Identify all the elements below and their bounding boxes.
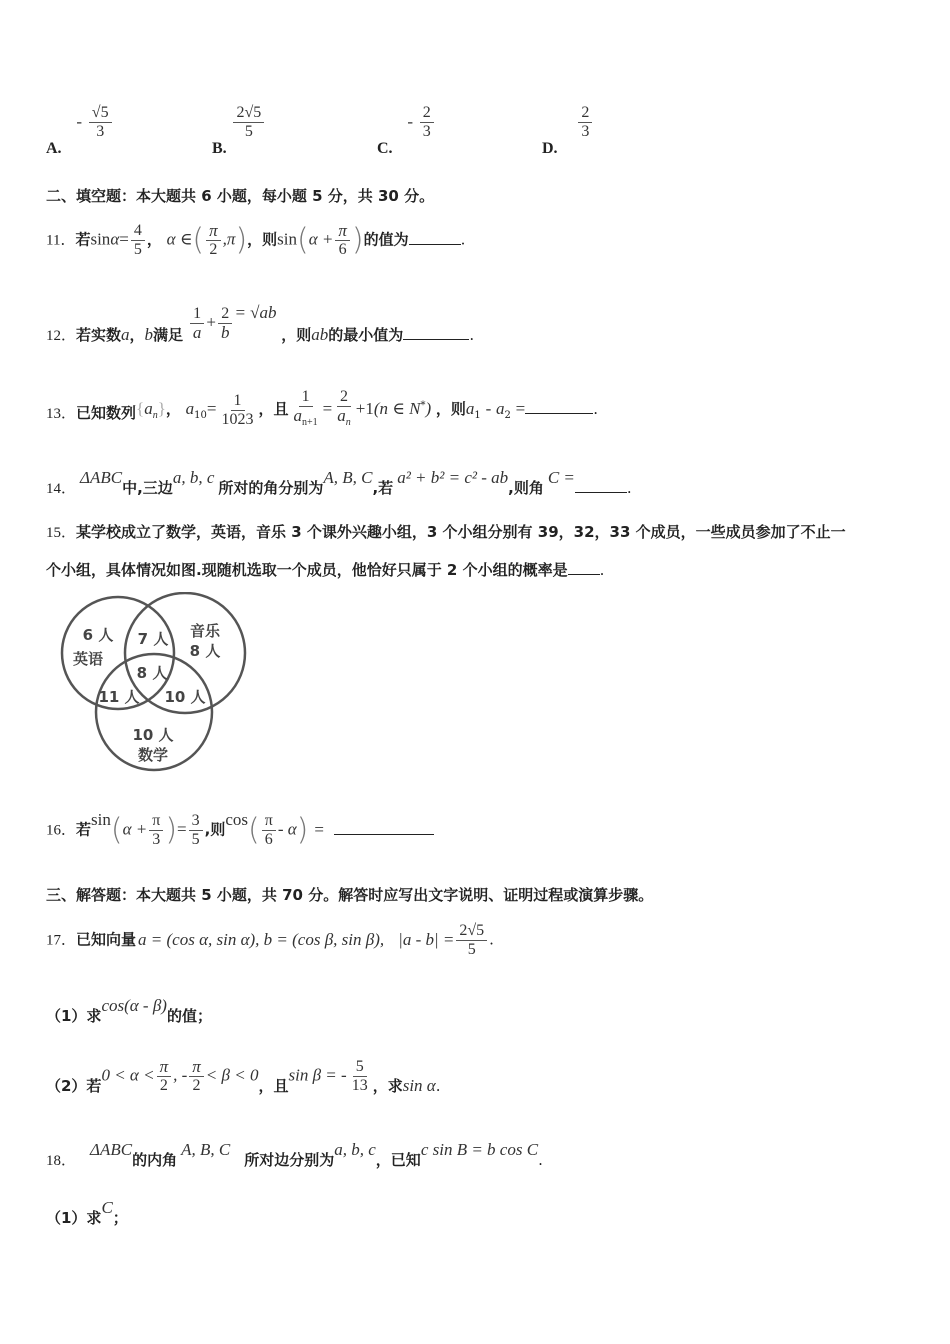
fraction bbox=[218, 305, 233, 342]
denominator: 5 bbox=[133, 241, 142, 258]
math-a: a bbox=[185, 399, 195, 419]
question-number: 11． bbox=[46, 232, 76, 249]
math-expr: = √ab bbox=[234, 302, 277, 322]
text: ,则角 bbox=[508, 479, 544, 497]
denominator: 2 bbox=[159, 1077, 168, 1094]
text: 个小组，具体情况如图.现随机选取一个成员，他恰好只属于 2 个小组的概率是 bbox=[46, 561, 568, 579]
denominator: 3 bbox=[422, 123, 431, 140]
fraction bbox=[291, 388, 321, 432]
numerator: 1 bbox=[231, 392, 245, 411]
numerator: 1 bbox=[190, 305, 204, 324]
numerator: 2 bbox=[420, 104, 434, 123]
math-sin: sin bbox=[90, 229, 111, 249]
subscript: n bbox=[152, 410, 158, 422]
text: . bbox=[626, 479, 632, 497]
denominator: 6 bbox=[264, 831, 273, 848]
option-a bbox=[46, 104, 114, 157]
text: （1）求 bbox=[46, 1007, 102, 1025]
numerator: 2√5 bbox=[456, 922, 487, 941]
math-minus: - bbox=[485, 399, 492, 419]
numerator: π bbox=[335, 222, 350, 241]
math-expr: sin β = - bbox=[288, 1065, 347, 1085]
fraction bbox=[349, 1058, 371, 1095]
text: 中,三边 bbox=[122, 479, 173, 497]
answer-blank[interactable] bbox=[568, 560, 600, 575]
paren: ) bbox=[165, 812, 178, 848]
math-expr: 0 < α < bbox=[101, 1065, 155, 1085]
numerator: 1 bbox=[299, 388, 313, 407]
music-math-count: 10 人 bbox=[164, 688, 206, 706]
numerator: 2 bbox=[578, 104, 592, 123]
question-number: 15． bbox=[46, 525, 77, 541]
text: 的最小值为 bbox=[328, 325, 404, 344]
text: ，则 bbox=[435, 400, 466, 419]
fraction bbox=[456, 922, 487, 959]
text: ，且 bbox=[258, 400, 289, 419]
math-a: a bbox=[121, 324, 130, 344]
math-expr: , - bbox=[173, 1065, 188, 1085]
math-eq: = bbox=[119, 229, 129, 249]
option-fraction bbox=[578, 104, 592, 141]
text: （1）求 bbox=[46, 1209, 102, 1227]
math-a: a bbox=[465, 399, 475, 419]
text: . bbox=[538, 1151, 543, 1169]
math-expr: - α bbox=[277, 819, 297, 839]
question-number: 13． bbox=[46, 406, 77, 423]
question-number: 16． bbox=[46, 822, 77, 839]
numerator: 2 bbox=[218, 305, 232, 324]
question-18-part-1 bbox=[46, 1198, 128, 1227]
math-norm: |a - b| = bbox=[398, 929, 455, 949]
fraction bbox=[189, 812, 203, 849]
option-c bbox=[377, 104, 436, 157]
question-16 bbox=[46, 809, 434, 849]
text: （2）若 bbox=[46, 1076, 102, 1095]
text: ，则 bbox=[281, 325, 312, 344]
math-expr: α + bbox=[122, 819, 148, 839]
denominator: 5 bbox=[191, 831, 200, 848]
text: 某学校成立了数学，英语，音乐 3 个课外兴趣小组，3 个小组分别有 39，32，33 个成员，一些成员参加了不止一 bbox=[76, 523, 846, 541]
math-only-count: 10 人 bbox=[132, 726, 174, 744]
paren: ) bbox=[351, 222, 364, 258]
math-ab: ab bbox=[311, 324, 329, 344]
question-number: 12． bbox=[46, 327, 77, 344]
math-sin: sin bbox=[91, 809, 111, 829]
eng-math-count: 11 人 bbox=[98, 688, 140, 706]
text: ,则 bbox=[204, 820, 226, 839]
answer-blank[interactable] bbox=[409, 230, 461, 245]
option-label: C. bbox=[377, 139, 393, 157]
question-number: 17． bbox=[46, 932, 77, 949]
numerator: 5 bbox=[353, 1058, 367, 1077]
subscript: 1 bbox=[474, 410, 481, 422]
option-sign: - bbox=[76, 111, 83, 131]
option-fraction bbox=[89, 104, 112, 141]
text: ， bbox=[146, 230, 162, 249]
text: ， bbox=[129, 325, 145, 344]
text: 的值为 bbox=[363, 230, 409, 249]
numerator: 2√5 bbox=[233, 104, 264, 123]
math-expr: A, B, C bbox=[181, 1140, 231, 1159]
fraction bbox=[206, 222, 221, 259]
music-only-count: 8 人 bbox=[189, 642, 221, 660]
option-fraction bbox=[233, 104, 264, 141]
denominator: 6 bbox=[338, 241, 347, 258]
denominator: 2 bbox=[192, 1077, 201, 1094]
math-label: 数学 bbox=[137, 746, 169, 764]
option-label: A. bbox=[46, 139, 62, 157]
venn-diagram bbox=[55, 592, 250, 777]
subscript: 10 bbox=[194, 410, 207, 422]
question-17-part-1 bbox=[46, 996, 212, 1025]
math-expr: ) bbox=[425, 399, 432, 419]
english-label: 英语 bbox=[72, 650, 104, 668]
numerator: √5 bbox=[89, 104, 112, 123]
question-14 bbox=[46, 468, 632, 497]
denominator: 1023 bbox=[221, 410, 254, 428]
eng-music-count: 7 人 bbox=[137, 630, 169, 648]
denominator: 3 bbox=[96, 123, 105, 140]
text: 已知向量 bbox=[76, 930, 137, 949]
paren: ) bbox=[296, 812, 309, 848]
text: ， bbox=[165, 400, 181, 419]
question-12: 12．若实数a，b满足 $\frac{1}{a}$ + $\frac{2}{b}$ = √ab ，则ab的最小值为 . bbox=[46, 302, 475, 344]
question-17-part-2 bbox=[46, 1058, 441, 1095]
text: . bbox=[435, 1076, 441, 1095]
paren: ( bbox=[248, 812, 260, 848]
math-b: b bbox=[144, 324, 154, 344]
fraction bbox=[131, 222, 145, 259]
option-label: B. bbox=[212, 139, 227, 157]
math-expr: C = bbox=[547, 468, 575, 487]
denominator: b bbox=[220, 323, 230, 342]
brace: { bbox=[136, 399, 145, 419]
text: ，且 bbox=[258, 1076, 289, 1095]
fraction bbox=[219, 392, 257, 429]
brace: } bbox=[157, 399, 166, 419]
subscript: n+1 bbox=[302, 417, 318, 429]
numerator: π bbox=[157, 1058, 172, 1077]
text: 若实数 bbox=[76, 325, 122, 344]
option-b bbox=[212, 104, 266, 157]
question-number: 18． bbox=[46, 1153, 77, 1169]
math-eq: = bbox=[206, 399, 217, 419]
fraction bbox=[335, 222, 350, 259]
denominator: 5 bbox=[244, 123, 253, 140]
music-label: 音乐 bbox=[189, 622, 221, 640]
text: 的值； bbox=[166, 1007, 212, 1025]
text: 所对边分别为 bbox=[244, 1151, 335, 1169]
paren: ( bbox=[297, 222, 309, 258]
text: . bbox=[489, 930, 494, 949]
math-alpha: α bbox=[110, 229, 120, 249]
math-expr: C bbox=[101, 1198, 113, 1217]
fraction bbox=[157, 1058, 172, 1095]
option-label: D. bbox=[542, 139, 558, 157]
math-triangle: ΔABC bbox=[80, 468, 123, 487]
text: ； bbox=[112, 1209, 128, 1227]
fraction bbox=[149, 812, 163, 849]
math-expr: < β < 0 bbox=[205, 1065, 259, 1085]
fraction bbox=[262, 812, 276, 849]
subscript: n bbox=[345, 417, 351, 429]
section-3-title: 三、解答题：本大题共 5 小题，共 70 分。解答时应写出文字说明、证明过程或演算步骤。 bbox=[46, 886, 654, 904]
option-fraction bbox=[420, 104, 434, 141]
math-a: a bbox=[144, 399, 153, 419]
denominator: 13 bbox=[351, 1077, 368, 1094]
answer-blank[interactable] bbox=[334, 820, 434, 835]
text: 满足 bbox=[153, 325, 184, 344]
denominator: a bbox=[192, 323, 202, 342]
english-only-count: 6 人 bbox=[82, 626, 114, 644]
math-expr: A, B, C bbox=[323, 468, 373, 487]
math-vectors: a = (cos α, sin α), b = (cos β, sin β), bbox=[138, 929, 385, 949]
numerator: 3 bbox=[189, 812, 203, 831]
paren: ) bbox=[235, 222, 248, 258]
math-eq: = bbox=[314, 819, 324, 839]
denominator bbox=[334, 407, 354, 432]
denominator bbox=[291, 407, 321, 432]
question-11: 11．若sinα= $\frac{4}{5}$ ， α ∈( $\frac{\pi}{2}$ ,π)，则sin(α + $\frac{\pi}{6}$ )的值为 . bbox=[46, 221, 466, 258]
math-a: a bbox=[496, 399, 505, 419]
question-number: 14． bbox=[46, 481, 77, 497]
fraction bbox=[334, 388, 354, 432]
center-count: 8 人 bbox=[136, 664, 168, 682]
question-17 bbox=[46, 922, 494, 959]
superscript: * bbox=[420, 400, 426, 412]
answer-blank[interactable] bbox=[525, 399, 593, 414]
denominator: 5 bbox=[467, 941, 476, 958]
math-expr: ,π bbox=[222, 229, 236, 249]
math-expr: c sin B = b cos C bbox=[420, 1140, 539, 1159]
numerator: 4 bbox=[131, 222, 145, 241]
math-expr: (n ∈ N bbox=[373, 399, 421, 419]
question-13: 13．已知数列$\{a_n\}$， $a_{10}=$ $\frac{1}{1023}$ ，且 $\frac{1}{a_{n+1}}$ = $\frac{2}{a_n}$ +1(n ∈ N*) ，则$a_1 - a_2$ = . bbox=[46, 388, 598, 432]
answer-blank[interactable] bbox=[403, 325, 469, 340]
answer-blank[interactable] bbox=[575, 478, 627, 493]
math-expr: a² + b² = c² - ab bbox=[397, 468, 509, 487]
question-18 bbox=[46, 1140, 543, 1169]
math-eq: = bbox=[177, 819, 187, 839]
math-plus: + bbox=[206, 312, 216, 332]
math-a: a bbox=[293, 406, 303, 425]
math-eq: = bbox=[515, 399, 526, 419]
math-expr: sin α bbox=[402, 1075, 436, 1095]
section-2-title: 二、填空题：本大题共 6 小题，每小题 5 分，共 30 分。 bbox=[46, 187, 435, 205]
subscript: 2 bbox=[504, 410, 511, 422]
math-expr: cos(α - β) bbox=[101, 996, 167, 1015]
text: ,若 bbox=[372, 479, 394, 497]
text: 若 bbox=[76, 820, 92, 839]
question-15-line1 bbox=[46, 522, 846, 543]
option-d bbox=[542, 104, 594, 157]
text: ，求 bbox=[372, 1076, 403, 1095]
math-expr: α ∈ bbox=[166, 229, 193, 249]
math-expr: a, b, c bbox=[172, 468, 215, 487]
math-expr: +1 bbox=[355, 399, 374, 419]
text: 的内角 bbox=[132, 1151, 178, 1169]
numerator: π bbox=[206, 222, 221, 241]
text: ，则 bbox=[247, 230, 278, 249]
math-eq: = bbox=[322, 399, 333, 419]
numerator: 2 bbox=[337, 388, 351, 407]
paren: ( bbox=[110, 812, 123, 848]
math-triangle: ΔABC bbox=[90, 1140, 133, 1159]
denominator: 3 bbox=[581, 123, 590, 140]
paren: ( bbox=[192, 222, 205, 258]
fraction bbox=[189, 1058, 204, 1095]
text: 已知数列 bbox=[76, 404, 137, 423]
denominator: 3 bbox=[152, 831, 161, 848]
math-a: a bbox=[337, 406, 346, 425]
math-sin: sin bbox=[277, 229, 298, 249]
numerator: π bbox=[189, 1058, 204, 1077]
text: 所对的角分别为 bbox=[218, 479, 324, 497]
text: ，已知 bbox=[375, 1151, 421, 1169]
math-expr: α + bbox=[308, 229, 334, 249]
option-sign: - bbox=[407, 111, 414, 131]
question-15-line2: 个小组，具体情况如图.现随机选取一个成员，他恰好只属于 2 个小组的概率是 . bbox=[46, 561, 605, 579]
text: 若 bbox=[75, 230, 91, 249]
fraction bbox=[190, 305, 205, 342]
math-expr: a, b, c bbox=[334, 1140, 376, 1159]
numerator: π bbox=[149, 812, 163, 831]
numerator: π bbox=[262, 812, 276, 831]
denominator: 2 bbox=[209, 241, 218, 258]
math-cos: cos bbox=[225, 809, 249, 829]
